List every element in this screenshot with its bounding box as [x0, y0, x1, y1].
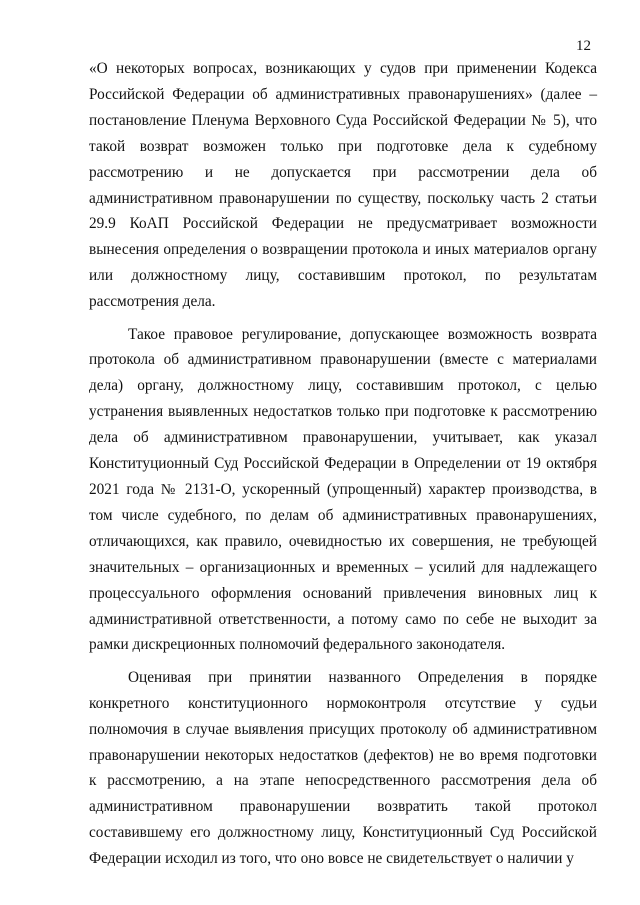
paragraph-3: Оценивая при принятии названного Определения в порядке конкретного конституционного нормоконтроля отсутствие у судьи полномочия в случае выявления присущих протоколу об административном правонарушении некоторых недостатков (дефектов) не во время подготовки к рассмотрению, а на этапе непосредственного рассмотрения дела об административном правонарушении возвратить такой протокол составившему его должностному лицу, Конституционный Суд Российской Федерации исходил из того, что оно вовсе не свидетельствует о наличии у [89, 668, 597, 868]
paragraph-2: Такое правовое регулирование, допускающее возможность возврата протокола об административном правонарушении (вместе с материалами дела) органу, должностному лицу, составившим протокол, с целью устранения выявленных недостатков только при подготовке к рассмотрению дела об административном правонарушении, учитывает, как указал Конституционный Суд Российской Федерации в Определении от 19 октября 2021 года № 2131-О, ускоренный (упрощенный) характер производства, в том числе судебного, по делам об административных правонарушениях, отличающихся, как правило, очевидностью их совершения, не требующей значительных – организационных и временных – усилий для надлежащего процессуального оформления оснований привлечения виновных лиц к административной ответственности, а потому само по себе не выходит за рамки дискреционных полномочий федерального законодателя. [89, 325, 597, 654]
paragraph-1: «О некоторых вопросах, возникающих у судов при применении Кодекса Российской Федерации об административных правонарушениях» (далее – постановление Пленума Верховного Суда Российской Федерации № 5), что такой возврат возможен только при подготовке дела к судебному рассмотрению и не допускается при рассмотрении дела об административном правонарушении по существу, поскольку часть 2 статьи 29.9 КоАП Российской Федерации не предусматривает возможности вынесения определения о возвращении протокола и иных материалов органу или должностному лицу, составившим протокол, по результатам рассмотрения дела. [89, 60, 597, 311]
document-body [89, 56, 597, 872]
page-number: 12 [576, 38, 591, 54]
